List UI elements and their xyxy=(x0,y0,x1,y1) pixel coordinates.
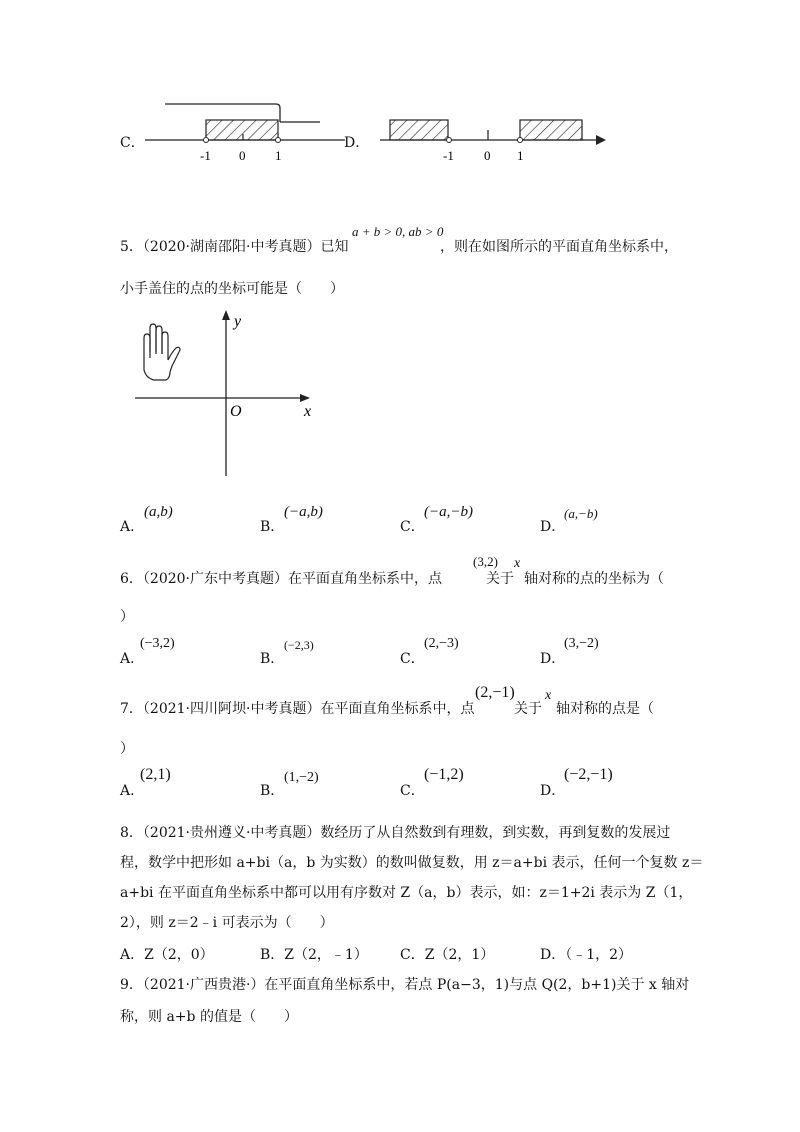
x-axis-arrow xyxy=(300,394,310,402)
tick-label: 1 xyxy=(517,148,524,163)
q6-stem-line2: ） xyxy=(120,609,134,625)
q5-stem-continue: ，则在如图所示的平面直角坐标系中， xyxy=(440,239,678,255)
q7-option-c-value: (−1,2) xyxy=(424,766,464,783)
q5-option-b[interactable]: B． xyxy=(260,519,285,535)
q7-option-a-value: (2,1) xyxy=(140,766,171,783)
q6-option-a-value: (−3,2) xyxy=(140,636,175,651)
q7-option-a[interactable]: A． xyxy=(120,783,145,799)
question-source: （2020·湖南邵阳·中考真题）已知 xyxy=(142,239,349,255)
q5-stem-line2: 小手盖住的点的坐标可能是（ ） xyxy=(120,281,344,297)
q7-stem-line2: ） xyxy=(120,741,134,757)
q6-option-b-value: (−2,3) xyxy=(284,638,314,652)
q5-option-a-value: (a,b) xyxy=(144,504,173,520)
q5-stem-line1 xyxy=(120,236,348,256)
tick-label: -1 xyxy=(443,148,454,163)
q7-rest: 轴对称的点是（ xyxy=(556,701,654,717)
q8-option-c[interactable]: C．Z（2，1） xyxy=(400,947,495,963)
q6-option-a[interactable]: A． xyxy=(120,651,145,667)
numberline-d xyxy=(370,100,610,170)
q6-rest: 轴对称的点的坐标为（ xyxy=(524,571,664,587)
q5-option-d-value: (a,−b) xyxy=(564,506,598,521)
tick-label: -1 xyxy=(200,148,211,163)
q5-option-a[interactable]: A． xyxy=(120,519,145,535)
q8-stem-line1: 8．（2021·贵州遵义·中考真题）数经历了从自然数到有理数，到实数，再到复数的发展过 xyxy=(120,825,671,841)
tick-label: 1 xyxy=(275,148,282,163)
tick-label: 0 xyxy=(239,148,246,163)
open-point-one xyxy=(276,138,281,143)
tick-label: 0 xyxy=(484,148,491,163)
q6-stem-line1: 6．（2020·广东中考真题）在平面直角坐标系中，点 xyxy=(120,571,442,587)
q8-option-a[interactable]: A．Z（2，0） xyxy=(120,947,214,963)
q7-stem-line1: 7．（2021·四川阿坝·中考真题）在平面直角坐标系中，点 xyxy=(120,701,475,717)
q7-option-d[interactable]: D． xyxy=(540,783,566,799)
question-number: 6． xyxy=(120,571,143,587)
q8-stem-line2: 程，数学中把形如 a+bi（a，b 为实数）的数叫做复数，用 z＝a+bi 表示，任何一个复数 z＝ xyxy=(120,855,704,871)
numberline-c xyxy=(140,100,350,170)
q8-stem-line3: a+bi 在平面直角坐标系中都可以用有序数对 Z（a，b）表示，如：z＝1+2i 表示为 Z（1， xyxy=(120,885,693,901)
option-c-label: C． xyxy=(120,135,145,151)
axis-arrow xyxy=(596,135,606,145)
x-axis-label: x xyxy=(304,403,312,420)
q6-axis: x xyxy=(514,556,521,571)
open-point-minus-one xyxy=(447,138,452,143)
q7-option-b-value: (1,−2) xyxy=(284,770,319,785)
q8-option-b[interactable]: B．Z（2，﹣1） xyxy=(260,947,368,963)
q8-stem-line4: 2），则 z＝2﹣i 可表示为（ ） xyxy=(120,915,334,931)
coordinate-plane-figure xyxy=(130,308,330,478)
q7-option-b[interactable]: B． xyxy=(260,783,285,799)
q6-option-d[interactable]: D． xyxy=(540,651,566,667)
q5-option-c-value: (−a,−b) xyxy=(424,504,473,520)
q6-option-d-value: (3,−2) xyxy=(564,636,599,651)
question-number: 5． xyxy=(120,239,143,255)
q7-option-c[interactable]: C． xyxy=(400,783,425,799)
y-axis-arrow xyxy=(222,310,230,320)
q6-option-c[interactable]: C． xyxy=(400,651,425,667)
origin-label: O xyxy=(230,403,242,420)
q7-axis: x xyxy=(545,688,552,703)
q6-point: (3,2) xyxy=(473,554,498,569)
q8-option-d[interactable]: D．（﹣1，2） xyxy=(540,947,633,963)
hand-icon xyxy=(144,324,180,380)
open-point-minus-one xyxy=(204,138,209,143)
shaded-region-left xyxy=(390,120,448,140)
q5-option-d[interactable]: D． xyxy=(540,519,566,535)
open-point-one xyxy=(518,138,523,143)
option-d-label: D． xyxy=(344,135,370,151)
q7-option-d-value: (−2,−1) xyxy=(564,766,613,783)
q5-option-c[interactable]: C． xyxy=(400,519,425,535)
q9-stem-line1: 9．（2021·广西贵港·）在平面直角坐标系中，若点 P(a−3，1)与点 Q(2，b+1)关于 x 轴对 xyxy=(120,977,690,993)
q5-condition: a + b > 0, ab > 0 xyxy=(352,224,444,239)
q7-about: 关于 xyxy=(514,701,542,717)
q6-option-b[interactable]: B． xyxy=(260,651,285,667)
question-number: 7． xyxy=(120,701,143,717)
y-axis-label: y xyxy=(234,313,242,330)
shaded-region xyxy=(206,120,278,140)
q6-about: 关于 xyxy=(486,571,514,587)
shaded-region-right xyxy=(520,120,582,140)
q9-stem-line2: 称，则 a+b 的值是（ ） xyxy=(120,1009,298,1025)
q6-option-c-value: (2,−3) xyxy=(424,636,459,651)
q5-option-b-value: (−a,b) xyxy=(284,504,323,520)
q7-point: (2,−1) xyxy=(475,684,515,701)
